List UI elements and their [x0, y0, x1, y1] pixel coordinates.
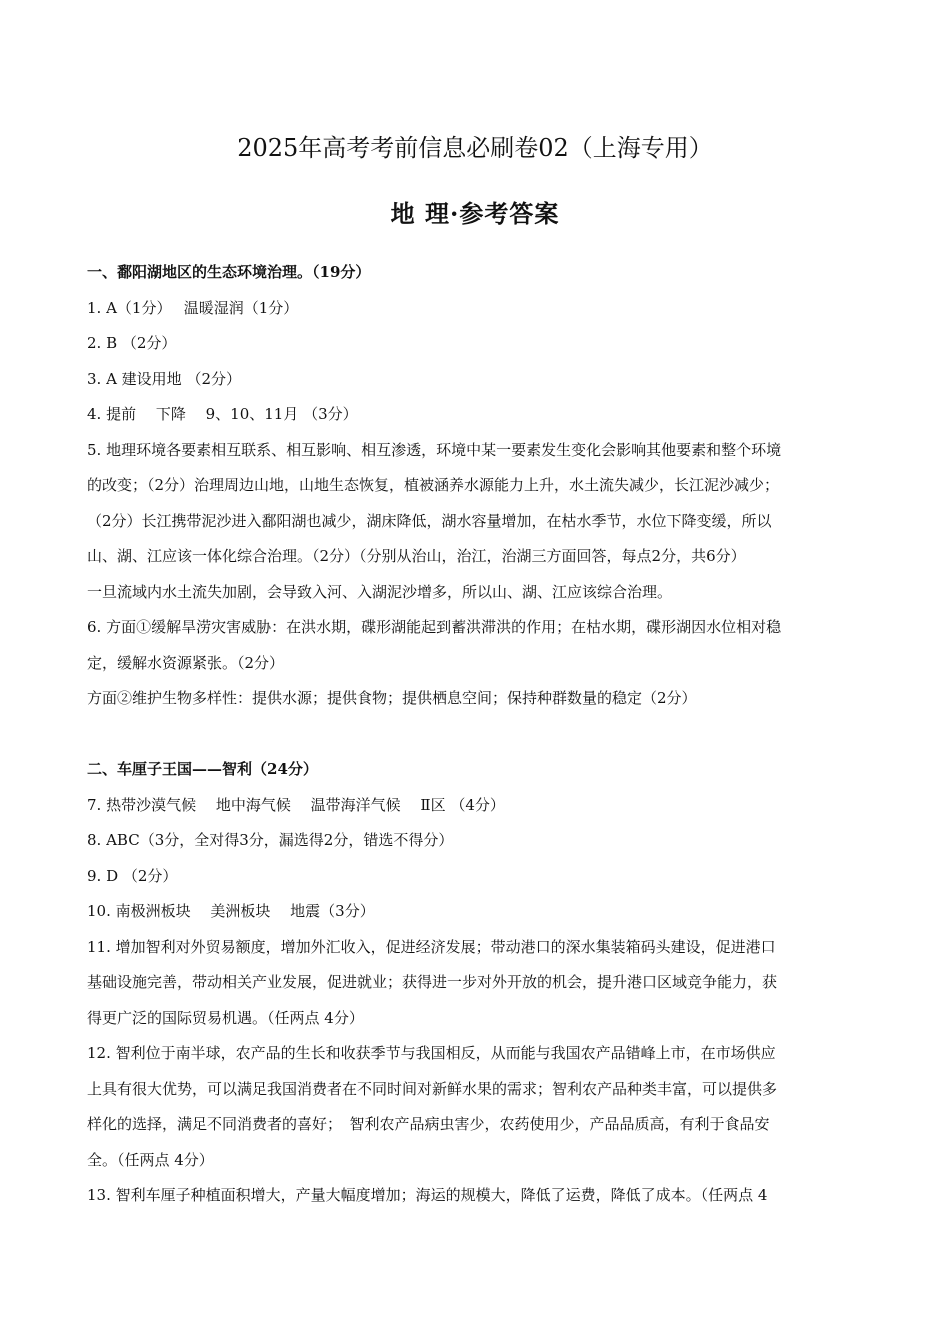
answer-line-9: 9. D （2分）: [87, 866, 178, 885]
section-spacer: [87, 717, 867, 753]
answer-line-6b: 定，缓解水资源紧张。（2分）: [87, 653, 285, 672]
answer-line-6a: 6. 方面①缓解旱涝灾害威胁：在洪水期，碟形湖能起到蓄洪滞洪的作用；在枯水期，碟形湖因水位相对稳: [87, 618, 782, 636]
answer-line-12a: 12. 智利位于南半球，农产品的生长和收获季节与我国相反，从而能与我国农产品错峰上市，在市场供应: [87, 1044, 776, 1062]
answer-line-11c: 得更广泛的国际贸易机遇。（任两点 4分）: [87, 1008, 364, 1027]
answer-line-5b: 的改变；（2分）治理周边山地，山地生态恢复，植被涵养水源能力上升，水土流失减少，长江泥沙减少；: [87, 476, 780, 494]
answer-line-13: 13. 智利车厘子种植面积增大，产量大幅度增加；海运的规模大，降低了运费，降低了成本。（任两点 4: [87, 1186, 768, 1204]
answer-line-10: 10. 南极洲板块 美洲板块 地震（3分）: [87, 902, 375, 920]
answer-line-5c: （2分）长江携带泥沙进入鄱阳湖也减少，湖床降低，湖水容量增加，在枯水季节，水位下降变缓，所以: [87, 511, 772, 530]
answer-line-3: 3. A 建设用地 （2分）: [87, 369, 241, 388]
answer-line-11b: 基础设施完善，带动相关产业发展，促进就业；获得进一步对外开放的机会，提升港口区域竞争能力，获: [87, 973, 778, 991]
answer-line-11a: 11. 增加智利对外贸易额度，增加外汇收入，促进经济发展；带动港口的深水集装箱码头建设，促进港口: [87, 937, 776, 956]
answer-line-5a: 5. 地理环境各要素相互联系、相互影响、相互渗透，环境中某一要素发生变化会影响其他要素和整个环境: [87, 440, 782, 459]
answer-content: [87, 255, 867, 1214]
answer-line-5d: 山、湖、江应该一体化综合治理。（2分）（分别从治山，治江，治湖三方面回答，每点2分，共6分）: [87, 547, 746, 565]
answer-line-12b: 上具有很大优势，可以满足我国消费者在不同时间对新鲜水果的需求；智利农产品种类丰富，可以提供多: [87, 1079, 778, 1098]
section-heading-1: 一、鄱阳湖地区的生态环境治理。（19分）: [87, 263, 371, 281]
answer-line-2: 2. B （2分）: [87, 334, 177, 352]
answer-line-7: 7. 热带沙漠气候 地中海气候 温带海洋气候 Ⅱ区 （4分）: [87, 795, 505, 814]
answer-line-8: 8. ABC（3分，全对得3分，漏选得2分，错选不得分）: [87, 831, 454, 849]
answer-line-12c: 样化的选择，满足不同消费者的喜好； 智利农产品病虫害少，农药使用少，产品品质高，有利于食品安: [87, 1115, 770, 1133]
document-subtitle: 地 理·参考答案: [390, 199, 560, 228]
answer-line-6c: 方面②维护生物多样性：提供水源；提供食物；提供栖息空间；保持种群数量的稳定（2分）: [87, 689, 697, 707]
document-title: 2025年高考考前信息必刷卷02（上海专用）: [237, 134, 713, 162]
answer-line-4: 4. 提前 下降 9、10、11月 （3分）: [87, 405, 358, 423]
answer-line-5e: 一旦流域内水土流失加剧，会导致入河、入湖泥沙增多，所以山、湖、江应该综合治理。: [87, 582, 673, 601]
answer-line-12d: 全。（任两点 4分）: [87, 1150, 214, 1169]
section-heading-2: 二、车厘子王国——智利（24分）: [87, 760, 318, 778]
answer-line-1: 1. A（1分） 温暖湿润（1分）: [87, 298, 299, 317]
